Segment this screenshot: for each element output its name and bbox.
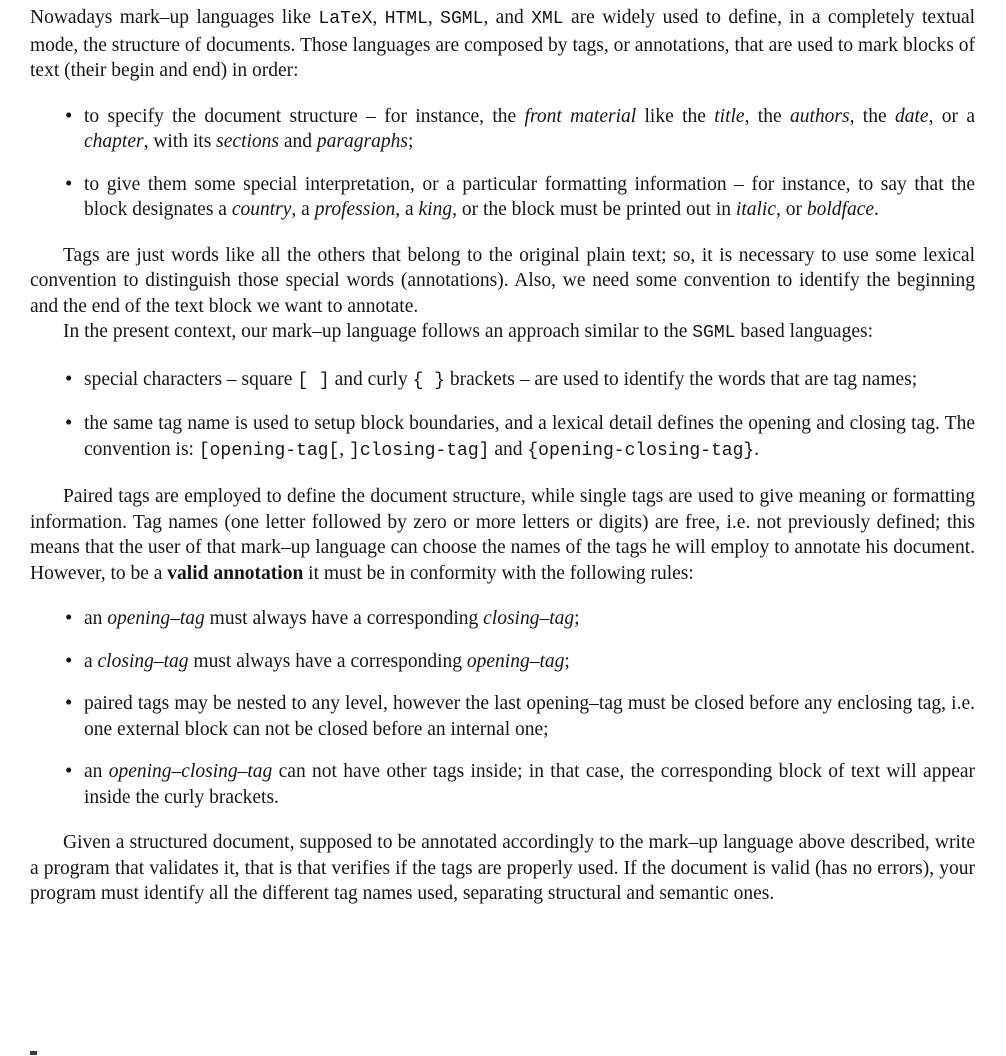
text-segment: , <box>427 7 441 28</box>
text-segment: , the <box>744 105 790 127</box>
text-segment: XML <box>531 9 564 29</box>
text-segment: must always have a corresponding <box>204 608 484 629</box>
text-segment: LaTeX <box>318 9 373 29</box>
text-segment: opening–tag <box>107 608 205 629</box>
paragraph-paired-tags <box>30 484 975 586</box>
text-segment: and curly <box>329 368 413 390</box>
text-segment: sections <box>216 131 279 152</box>
text-segment: and <box>489 438 528 460</box>
list-item <box>84 411 975 464</box>
text-segment: closing–tag <box>97 650 189 672</box>
text-segment: { } <box>412 370 445 391</box>
text-segment: king <box>418 199 453 220</box>
text-segment: , and <box>483 7 532 28</box>
bullet-list-tag-purposes <box>30 104 975 223</box>
text-segment: ; <box>574 608 580 629</box>
paragraph-tags-are-words <box>30 243 975 320</box>
list-item <box>84 367 975 395</box>
bullet-list-validity-rules <box>30 606 975 810</box>
text-segment: , the <box>849 105 895 127</box>
text-segment: boldface <box>806 199 875 220</box>
text-segment: , a <box>395 199 419 220</box>
paragraph-intro <box>30 5 975 84</box>
text-segment: front material <box>524 105 637 127</box>
text-segment: ; <box>407 131 414 152</box>
text-segment: a <box>84 650 98 672</box>
text-segment: like the <box>636 105 715 127</box>
list-item <box>84 649 975 675</box>
text-segment: opening–closing–tag <box>108 761 273 782</box>
text-segment: profession <box>314 199 396 220</box>
text-segment: must always have a corresponding <box>188 650 467 672</box>
text-segment: , or <box>775 199 807 220</box>
list-item <box>84 759 975 810</box>
text-segment: title <box>714 105 745 127</box>
text-segment: an <box>84 761 109 782</box>
text-segment: an <box>84 608 108 629</box>
list-item <box>84 606 975 632</box>
text-segment: , with its <box>143 131 217 152</box>
text-segment: valid annotation <box>167 562 304 584</box>
text-segment: opening–tag <box>466 650 565 672</box>
text-segment: date <box>894 105 929 127</box>
text-segment: HTML <box>384 9 428 29</box>
paragraph-present-context <box>30 319 975 347</box>
text-segment: , <box>339 438 350 460</box>
text-segment: , a <box>291 199 315 220</box>
text-segment: , <box>372 7 385 28</box>
text-segment: [ ] <box>297 370 330 391</box>
text-segment: {opening-closing-tag} <box>527 440 755 461</box>
text-segment: and <box>279 131 317 152</box>
text-segment: closing–tag <box>483 608 575 629</box>
paragraph-task-statement <box>30 830 975 907</box>
text-segment: to specify the document structure – for instance, the <box>84 105 525 127</box>
list-item <box>84 691 975 742</box>
text-segment: Paired tags are employed to define the document structure, while single tags are used to give meaning or formatting information. Tag names (one letter followed by zero or more letters or digits) are free, i.e. not previously defined; this means that the user of that mark–up language can choose the names of the tags he will employ to annotate his document. However, to be a <box>30 486 975 584</box>
text-segment: to give them some special interpretation, or a particular formatting information – for instance, to say that the block designates a <box>84 173 975 220</box>
text-segment: . <box>754 438 760 460</box>
text-segment: Nowadays mark–up languages like <box>30 7 319 28</box>
text-segment: paired tags may be nested to any level, however the last opening–tag must be closed before any enclosing tag, i.e. one external block can not be closed before an internal one; <box>84 693 975 740</box>
text-segment: based languages: <box>735 321 873 342</box>
text-segment: are widely used to define, in a completely textual mode, the structure of documents. Those languages are composed by tags, or annotations, that are used to mark blocks of text (their begin and end) in order: <box>30 7 976 81</box>
partial-heading-glyph <box>30 1051 37 1055</box>
list-item <box>84 104 975 155</box>
text-segment: it must be in conformity with the following rules: <box>303 562 694 584</box>
text-segment: Given a structured document, supposed to be annotated accordingly to the mark–up language above described, write a program that validates it, that is that verifies if the tags are properly used. If the document is valid (has no errors), your program must identify all the different tag names used, separating structural and semantic ones. <box>30 832 975 904</box>
text-segment: ; <box>564 650 570 672</box>
text-segment: brackets – are used to identify the words that are tag names; <box>444 368 918 390</box>
text-segment: special characters – square <box>84 368 298 390</box>
bullet-list-lexical-conventions <box>30 367 975 465</box>
text-segment: , or the block must be printed out in <box>452 199 736 220</box>
text-segment: , or a <box>928 105 976 127</box>
text-segment: SGML <box>440 9 484 29</box>
text-segment: SGML <box>692 323 736 343</box>
text-segment: Tags are just words like all the others that belong to the original plain text; so, it is necessary to use some lexical convention to distinguish those special words (annotations). Also, we need some convention to identify the beginning and the end of the text block we want to annotate. <box>30 244 975 317</box>
text-segment: ]closing-tag] <box>349 440 490 461</box>
list-item <box>84 172 975 223</box>
text-segment: paragraphs <box>316 131 408 152</box>
text-segment: authors <box>789 105 850 127</box>
text-segment: the same tag name is used to setup block boundaries, and a lexical detail defines the opening and closing tag. The convention is: <box>84 413 975 460</box>
text-segment: can not have other tags inside; in that case, the corresponding block of text will appear inside the curly brackets. <box>84 761 976 808</box>
text-segment: italic <box>735 199 776 220</box>
text-segment: . <box>874 199 879 220</box>
text-segment: In the present context, our mark–up language follows an approach similar to the <box>63 321 693 342</box>
text-segment: [opening-tag[ <box>198 440 340 461</box>
text-segment: chapter <box>84 131 144 152</box>
text-segment: country <box>231 199 292 220</box>
